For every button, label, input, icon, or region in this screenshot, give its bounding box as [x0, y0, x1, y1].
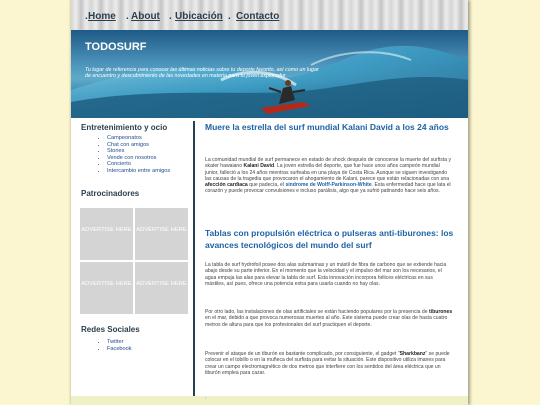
nav-item-home[interactable]: Home [88, 11, 116, 22]
nav-separator: . [169, 11, 172, 22]
sidebar-link[interactable]: • Intercambio entre amigos [107, 168, 170, 175]
sidebar-link[interactable]: • Concierto [107, 161, 170, 168]
sidebar-link[interactable]: • Campeonatos [107, 135, 170, 142]
nav-item-contacto[interactable]: Contacto [236, 11, 280, 22]
footer-mark: ´ [205, 398, 207, 404]
article-paragraph: Por otro lado, las instalaciones de olas artificiales se están haciendo populares por la presencia de tiburones en el mar, debido a que provoca numerosas muertes al año. Este sistema puede crear olas de hasta cuatro metros de altura para que los profesionales del surf practiquen el deporte. [205, 309, 453, 328]
advertise-slot[interactable]: ADVERTISE HERE [80, 262, 133, 314]
sidebar-link[interactable]: • Vende con nosotros [107, 155, 170, 162]
sidebar-link[interactable]: • Stories [107, 148, 170, 155]
header-banner [71, 30, 468, 118]
page-container [71, 0, 468, 405]
twitter-link[interactable]: • Twitter [107, 339, 132, 346]
article-paragraph: La comunidad mundial de surf permanece en estado de shock después de conocerse la muerte del surfista y skater hawaiano Kalani David. La joven estrella del deporte, que fue hace unos años campeón mundial junior, falleció a los 24 años mientras surfeaba en una playa de Costa Rica. Aunque se siguen investigando las causas de la tragedia que provocaron el ahogamiento de Kalani, parece que están relacionadas con una afección cardiaca que padecía, el síndrome de Wolff-Parkinson-White. Esta enfermedad hace que lata el corazón y puede provocar convulsiones e incluso parálisis, algo que ya sufrió patinando hace seis años. [205, 157, 452, 195]
advertise-slot[interactable]: ADVERTISE HERE [135, 262, 188, 314]
sidebar-heading-entretenimiento: Entretenimiento y ocio [81, 123, 168, 132]
footer [71, 396, 468, 405]
sidebar-link[interactable]: • Chat con amigos [107, 142, 170, 149]
site-title: TODOSURF [85, 41, 147, 53]
article-title-kalani: Muere la estrella del surf mundial Kalani David a los 24 años [205, 122, 449, 132]
nav-item-about[interactable]: About [131, 11, 160, 22]
nav-item-ubicacion[interactable]: Ubicación [175, 11, 223, 22]
site-tagline: Tu lugar de referencia para conocer las últimas noticias sobre tu deporte favorito, así como un lugar de encuentro y descubrimiento de las novedades en materia para tu joven explorador [85, 67, 319, 80]
article-paragraph: Prevenir el ataque de un tiburón es bastante complicado, por consiguiente, el gadget "Sharkbanz" se puede colocar en el tobillo o en la muñeca del surfista para evitar la situación. Este dispositivo utiliza imanes para crear un campo electromagnético de dos metros que interfiere con los sentidos del área eléctrica que un tiburón emplea para cazar. [205, 351, 450, 376]
nav-separator: . [126, 11, 129, 22]
article-paragraph: La tabla de surf hydrofoil posee dos alas submarinas y un mástil de fibra de carbono que se extiende hacia abajo desde su parte inferior. En el momento que la velocidad y el impulso del mar son los necesarios, el agua empuja las alas para elevar la tabla de surf. Esta innovación incorpora hélices eléctricas en sus mástiles, así pues, ofrece una potencia extra para usarla cuando no hay olas. [205, 262, 447, 287]
sidebar-list-social [107, 339, 132, 352]
sidebar [77, 121, 195, 405]
article-title-tablas: Tablas con propulsión eléctrica o pulseras anti-tiburones: los avances tecnológicos del mundo del surf [205, 228, 454, 250]
sidebar-heading-redes-sociales: Redes Sociales [81, 325, 140, 334]
sidebar-list-entretenimiento [107, 135, 170, 175]
facebook-link[interactable]: • Facebook [107, 346, 132, 353]
advertise-slot[interactable]: ADVERTISE HERE [80, 208, 133, 260]
advertise-slot[interactable]: ADVERTISE HERE [135, 208, 188, 260]
nav-separator: . [228, 11, 231, 22]
nav-separator: . [85, 11, 88, 22]
sidebar-heading-patrocinadores: Patrocinadores [81, 189, 140, 198]
top-navigation [71, 0, 468, 30]
